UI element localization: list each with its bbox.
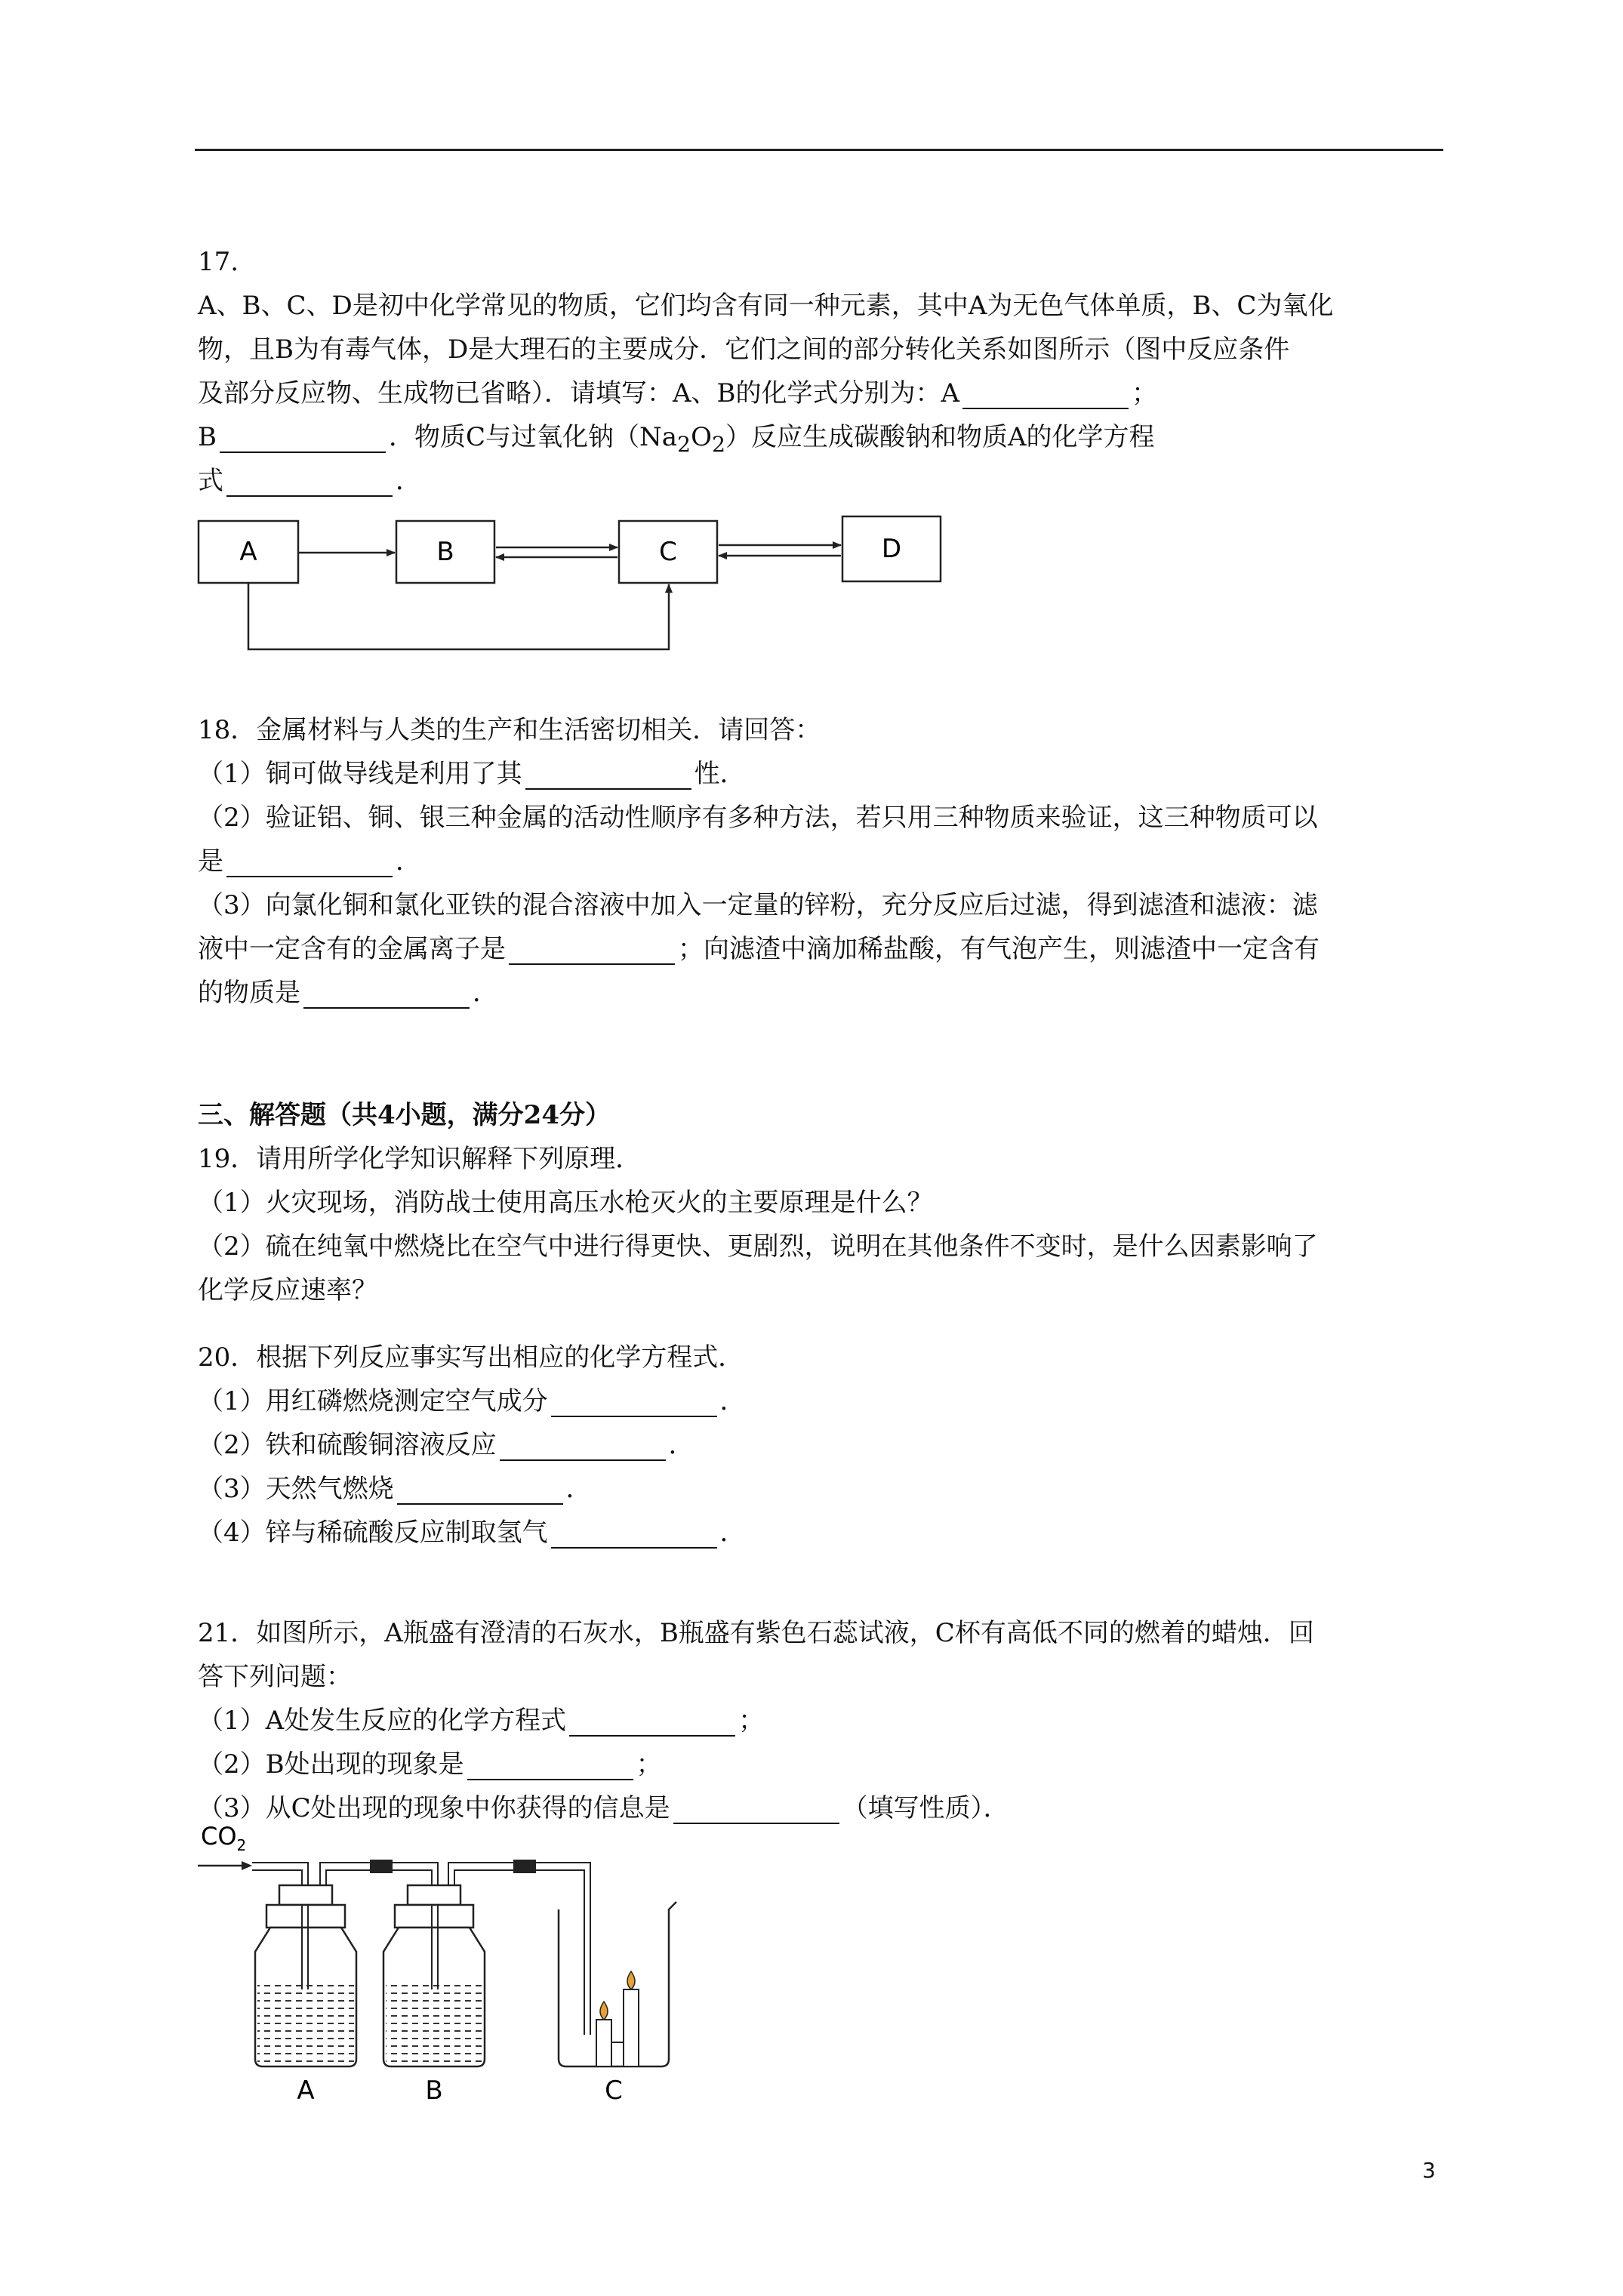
q17-line-4: B ．物质C与过氧化钠$(Na_2O_2)$反应生成碳酸钠和物质A的化学方程 [198, 422, 1155, 457]
candle-low [596, 2020, 611, 2066]
section-3-heading: 三、解答题（共4小题，满分24分） [198, 1100, 611, 1130]
question-18 [198, 708, 1443, 1015]
label-bottle-b: B [425, 2076, 443, 2103]
section-3 [198, 1093, 1443, 1312]
q20-item-1: （1）用红磷燃烧测定空气成分 ． [198, 1386, 746, 1416]
rubber-joint-1 [370, 1860, 393, 1873]
q17-line-1: A、B、C、D是初中化学常见的物质，它们均含有同一种元素，其中A为无色气体单质，B、C为氧化 [198, 291, 1334, 321]
gas-inlet-arrowhead [242, 1861, 252, 1870]
rubber-joint-2 [513, 1860, 536, 1873]
q17-line-5: 式 ． [198, 466, 421, 496]
label-b: B [436, 537, 454, 567]
label-beaker-c: C [605, 2076, 623, 2103]
q17-line-3: 及部分反应物、生成物已省略）．请填写：A、B的化学式分别为：A ； [198, 378, 1158, 408]
q21-line-2: 答下列问题： [198, 1662, 352, 1692]
q21-apparatus-diagram [189, 1816, 732, 2103]
q17-transformation-diagram [189, 506, 981, 657]
flame-low-icon [600, 2002, 608, 2020]
q18-line-3: （2）验证铝、铜、银三种金属的活动性顺序有多种方法，若只用三种物质来验证，这三种物质可以 [198, 803, 1318, 833]
answer-blank-a[interactable] [962, 378, 1129, 409]
answer-blank-ions[interactable] [509, 933, 675, 965]
q18-line-2: （1）铜可做导线是利用了其 性． [198, 759, 746, 789]
stopper-a [279, 1885, 332, 1905]
bottle-b-liquid [386, 1983, 482, 2063]
q19-line-4: 化学反应速率？ [198, 1275, 377, 1305]
flame-high-icon [627, 1971, 635, 1989]
q18-line-6: 液中一定含有的金属离子是 ；向滤渣中滴加稀盐酸，有气泡产生，则滤渣中一定含有 [198, 934, 1320, 964]
label-bottle-a: A [297, 2076, 315, 2103]
bottle-a-liquid [257, 1983, 354, 2063]
q21-item-3: （3）从C处出现的现象中你获得的信息是 （填写性质）． [198, 1793, 1009, 1823]
q18-line-1: 18．金属材料与人类的生产和生活密切相关．请回答： [198, 715, 821, 745]
candle-high [624, 1989, 639, 2066]
answer-blank-equation[interactable] [226, 465, 393, 497]
q21-item-2: （2）B处出现的现象是 ； [198, 1749, 662, 1780]
question-21 [198, 1611, 1443, 1830]
label-d: D [881, 534, 902, 564]
q20-line-1: 20．根据下列反应事实写出相应的化学方程式． [198, 1342, 744, 1373]
answer-blank-b[interactable] [220, 421, 386, 453]
question-17 [198, 240, 1443, 503]
answer-blank-bottle-b[interactable] [467, 1749, 633, 1780]
page-number: 3 [1422, 2158, 1436, 2183]
label-c: C [659, 537, 677, 567]
arrow-a-to-c [248, 583, 669, 649]
label-a: A [239, 537, 257, 567]
answer-blank-natural-gas[interactable] [397, 1473, 563, 1505]
q20-item-3: （3）天然气燃烧 ． [198, 1474, 592, 1504]
q18-line-7: 的物质是 ． [198, 978, 498, 1008]
q19-line-3: （2）硫在纯氧中燃烧比在空气中进行得更快、更剧烈，说明在其他条件不变时，是什么因素影响了 [198, 1231, 1318, 1262]
answer-blank-bottle-a[interactable] [569, 1705, 735, 1737]
q21-item-1: （1）A处发生反应的化学方程式 ； [198, 1706, 765, 1736]
q17-line-2: 物，且B为有毒气体，D是大理石的主要成分．它们之间的部分转化关系如图所示（图中反应条件 [198, 334, 1290, 365]
answer-blank-residue[interactable] [303, 977, 470, 1009]
q18-line-4: 是 ． [198, 846, 421, 877]
co2-label: $CO_2$ [201, 1822, 247, 1854]
header-rule [195, 149, 1443, 151]
answer-blank-substances[interactable] [226, 846, 393, 877]
question-20 [198, 1336, 1443, 1555]
answer-blank-phosphorus[interactable] [551, 1385, 717, 1417]
q18-line-5: （3）向氯化铜和氯化亚铁的混合溶液中加入一定量的锌粉，充分反应后过滤，得到滤渣和滤液：滤 [198, 890, 1318, 920]
answer-blank-zinc[interactable] [551, 1517, 717, 1549]
q17-number: 17. [198, 247, 239, 277]
q21-line-1: 21．如图所示，A瓶盛有澄清的石灰水，B瓶盛有紫色石蕊试液，C杯有高低不同的燃着的蜡烛．回 [198, 1618, 1314, 1648]
q19-line-1: 19．请用所学化学知识解释下列原理． [198, 1144, 642, 1174]
q19-line-2: （1）火灾现场，消防战士使用高压水枪灭火的主要原理是什么？ [198, 1188, 933, 1218]
stopper-b [408, 1885, 460, 1905]
q20-item-4: （4）锌与稀硫酸反应制取氢气 ． [198, 1518, 746, 1548]
answer-blank-property[interactable] [525, 758, 691, 790]
answer-blank-iron[interactable] [500, 1429, 666, 1461]
q20-item-2: （2）铁和硫酸铜溶液反应 ． [198, 1430, 694, 1460]
